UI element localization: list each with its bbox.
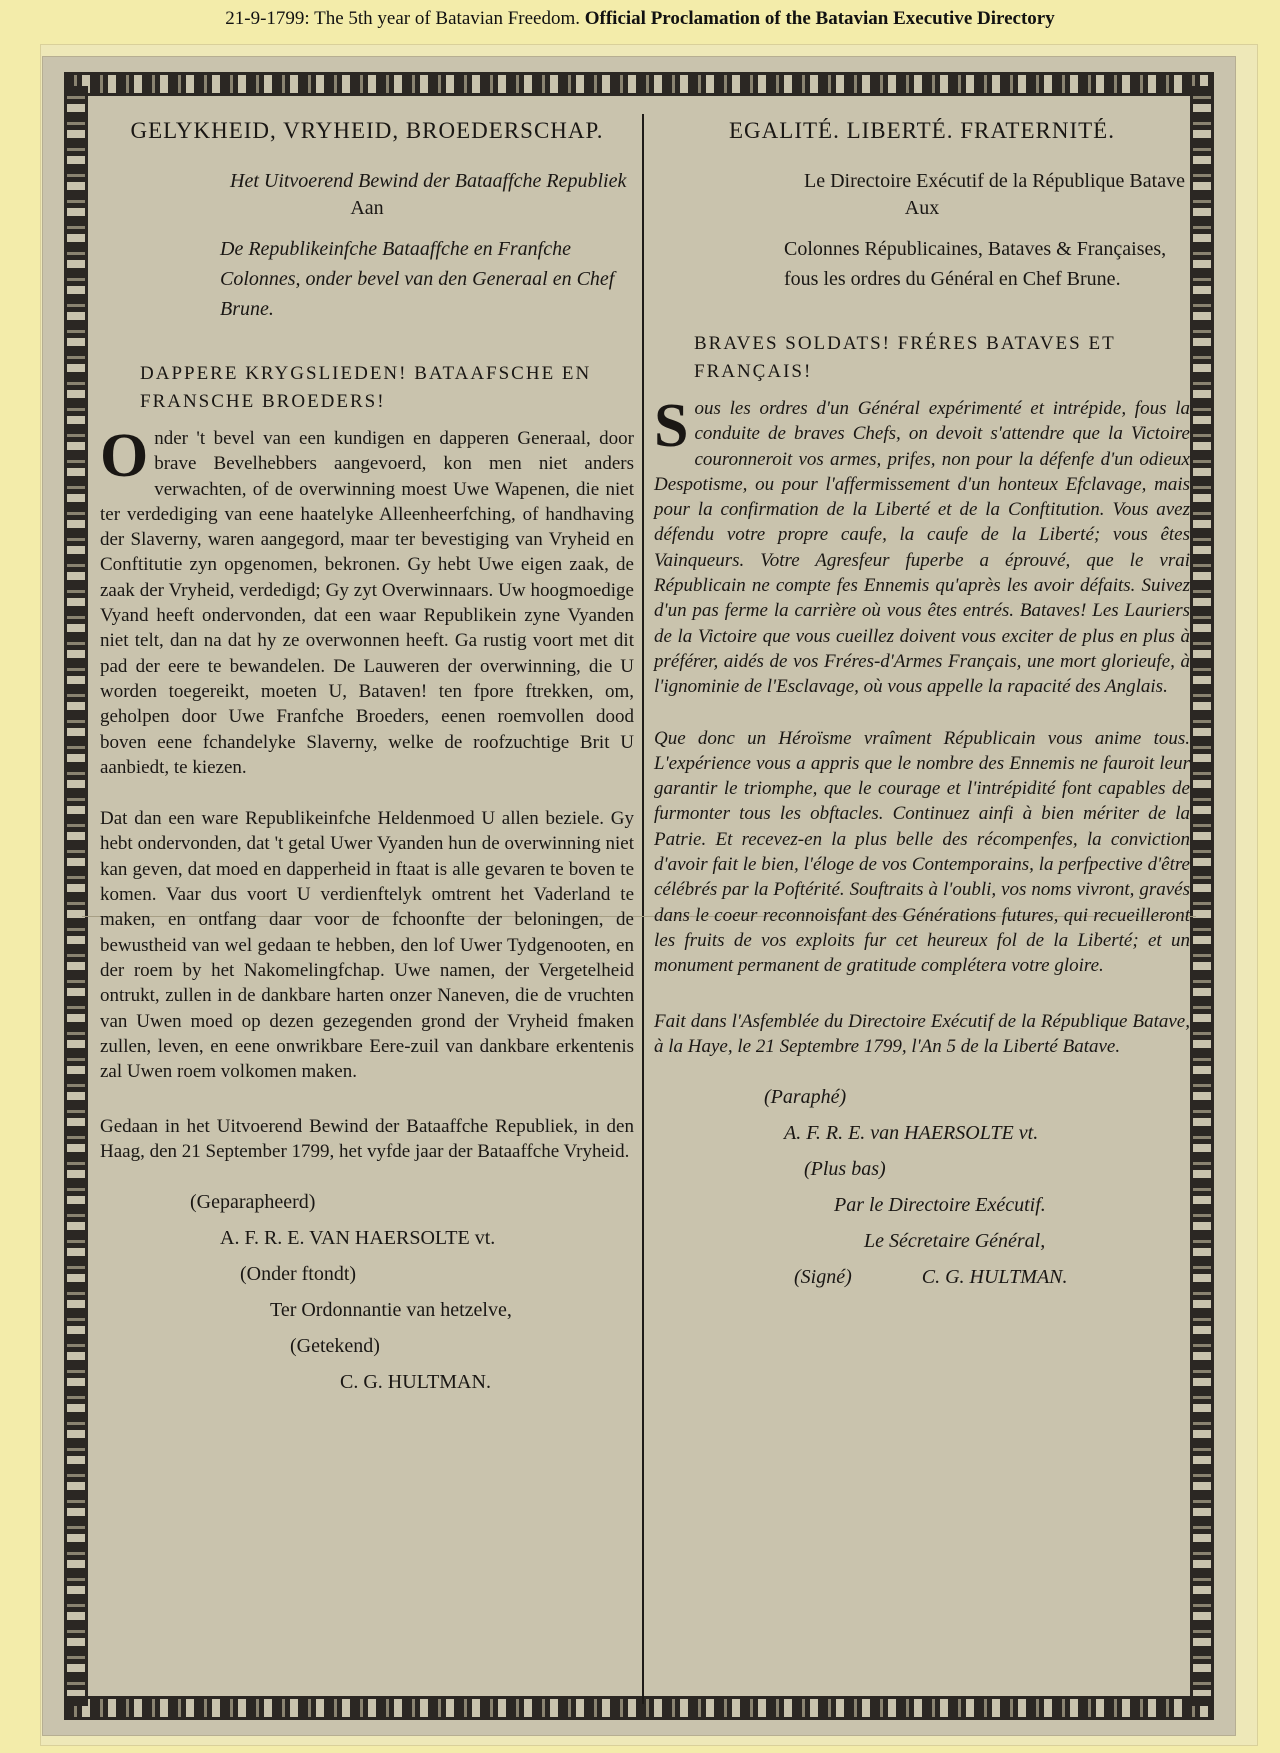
ornament-border-top [64, 72, 1214, 96]
french-sig-hultman: C. G. HULTMAN. [921, 1265, 1068, 1288]
dutch-column [100, 118, 634, 1400]
french-to: Aux [904, 197, 940, 219]
french-motto: EGALITÉ. LIBERTÉ. FRATERNITÉ. [729, 118, 1115, 143]
dutch-signatures [100, 1184, 634, 1400]
french-sig-by-directory: Par le Directoire Exécutif. [834, 1193, 1046, 1216]
french-column [654, 118, 1190, 1295]
dutch-authority: Het Uitvoerend Bewind der Bataaffche Republiek [230, 170, 627, 192]
french-done-at: Fait dans l'Asfemblée du Directoire Exécutif de la République Batave, à la Haye, le 21 Septembre 1799, l'An 5 de la Liberté Batave. [654, 1010, 1190, 1057]
french-sig-initialled: (Paraphé) [764, 1085, 847, 1108]
dutch-sig-hultman: C. G. HULTMAN. [340, 1371, 491, 1394]
french-paragraph-2: Que donc un Héroïsme vraîment Républicain vous anime tous. L'expérience vous a appris que le nombre des Ennemis ne fauroit leur garantir le triomphe, que le courage et l'intrépidité font capables de furmonter tous les obftacles. Continuez ainfi à bien mériter de la Patrie. Et recevez-en la plus belle des récompenfes, la conviction d'avoir fait le bien, l'éloge de vos Contemporains, la perfpective d'être célébrés par la Poftérité. Souftraits à l'oubli, vos noms vivront, gravés dans le coeur reconnoisfant des Générations futures, qui recueilleront les fruits de vos exploits fur cet heureux fol de la Liberté; et un monument permanent de gratitude complétera votre gloire. [654, 727, 1190, 977]
dutch-to: Aan [350, 197, 384, 219]
dutch-sig-haersolte: A. F. R. E. VAN HAERSOLTE vt. [220, 1227, 496, 1250]
ornament-border-bottom [64, 1696, 1214, 1720]
french-paragraph-1-text: ous les ordres d'un Général expérimenté et intrépide, fous la conduite de braves Chefs, on devoit s'attendre que la Victoire couronneroit vos armes, prifes, non pour la défenfe d'un odieux Despotisme, ou pour l'affermissement d'un honteux Efclavage, mais pour la confirmation de la Liberté et de la Conftitution. Vous avez défendu votre propre caufe, la caufe de la Liberté; vous êtes Vainqueurs. Votre Agresfeur fuperbe a éprouvé, que le vrai Républicain ne compte fes Ennemis qu'après les avoir défaits. Suivez d'un pas ferme la carrière où vous êtes entrés. Bataves! Les Lauriers de la Victoire que vous cueillez doivent vous exciter de plus en plus à préférer, aidés de vos Fréres-d'Armes Français, une mort glorieufe, à l'ignominie de l'Esclavage, où vous appelle la rapacité des Anglais. [654, 398, 1190, 698]
dutch-done-at: Gedaan in het Uitvoerend Bewind der Bataaffche Republiek, in den Haag, den 21 September 1799, het vyfde jaar der Bataaffche Vryheid. [100, 1116, 634, 1163]
proclamation-sheet [42, 56, 1236, 1736]
caption-title: Official Proclamation of the Batavian Executive Directory [584, 8, 1055, 29]
french-sig-haersolte: A. F. R. E. van HAERSOLTE vt. [784, 1121, 1039, 1144]
dutch-addressee: De Republikeinfche Bataaffche en Franfche Colonnes, onder bevel van den Generaal en Chef Brune. [220, 238, 615, 320]
french-authority: Le Directoire Exécutif de la République Batave [804, 170, 1185, 192]
caption-lead: 21-9-1799: The 5th year of Batavian Freedom. [225, 8, 580, 29]
ornament-border-left [64, 86, 88, 1706]
french-sig-secretary: Le Sécretaire Général, [864, 1229, 1046, 1252]
french-paragraph-1 [654, 392, 1190, 700]
ornament-border-right [1190, 86, 1214, 1706]
dutch-salutation: DAPPERE KRYGSLIEDEN! BATAAFSCHE EN FRANSCHE BROEDERS! [140, 363, 592, 412]
french-sig-signed: (Signé) [794, 1265, 852, 1288]
dutch-paragraph-2: Dat dan een ware Republikeinfche Heldenmoed U allen beziele. Gy hebt ondervonden, dat 't getal Uwer Vyanden hun de overwinning niet kan geven, dat moed en dapperheid in ftaat is alle gevaren te boven te komen. Vaar dus voort U verdienftelyk omtrent het Vaderland te maken, en ontfang daar voor de fchoonfte der beloningen, de bewustheid van wel gedaan te hebben, den lof Uwer Tydgenooten, en der roem by het Nakomelingfchap. Uwe namen, der Vergetelheid ontrukt, zullen in de dankbare harten onzer Naneven, die de vruchten van Uwen moed op dezen gezegenden grond der Vryheid fmaken zullen, leven, en eene onwrikbare Eere-zuil van dankbare erkentenis zal Uwen roem volkomen maken. [100, 808, 634, 1083]
french-drop-cap: S [654, 392, 689, 460]
dutch-paragraph-1 [100, 422, 634, 780]
french-salutation: BRAVES SOLDATS! FRÉRES BATAVES ET FRANÇAIS! [694, 333, 1116, 382]
dutch-sig-signed: (Getekend) [290, 1335, 380, 1358]
french-signatures [654, 1079, 1190, 1295]
dutch-motto: GELYKHEID, VRYHEID, BROEDERSCHAP. [130, 118, 604, 143]
column-divider [642, 114, 644, 1704]
french-addressee: Colonnes Républicaines, Bataves & Françaises, fous les ordres du Général en Chef Brune. [784, 238, 1167, 290]
french-sig-signed-line [794, 1259, 1190, 1295]
dutch-sig-below: (Onder ftondt) [240, 1263, 357, 1286]
dutch-sig-initialled: (Geparapheerd) [190, 1191, 316, 1214]
dutch-drop-cap: O [100, 422, 149, 490]
dutch-paragraph-1-text: nder 't bevel van een kundigen en dapperen Generaal, door brave Bevelhebbers aangevoerd, kon men niet anders verwachten, of de overwinning moest Uwe Wapenen, die niet ter verdediging van eene haatelyke Alleenheerfching, of handhaving der Slaverny, waren aangegord, maar ter bevestiging van Vryheid en Conftitutie zyn opgenomen, bekronen. Gy hebt Uwe eigen zaak, de zaak der Vryheid, verdedigd; Gy zyt Overwinnaars. Uw hoogmoedige Vyand heeft ondervonden, dat een waar Republikein zyne Vyanden niet telt, dan na dat hy ze overwonnen heeft. Ga rustig voort met dit pad der eere te bewandelen. De Lauweren der overwinning, die U worden toegereikt, moeten U, Bataven! ten fpore ftrekken, om, geholpen door Uwe Franfche Broeders, eenen roemvollen dood boven eene fchandelyke Slaverny, welke de roofzuchtige Brit U aanbiedt, te kiezen. [100, 428, 634, 778]
french-sig-below: (Plus bas) [804, 1157, 886, 1180]
page-caption [0, 8, 1280, 30]
dutch-sig-ordinance: Ter Ordonnantie van hetzelve, [270, 1299, 512, 1322]
